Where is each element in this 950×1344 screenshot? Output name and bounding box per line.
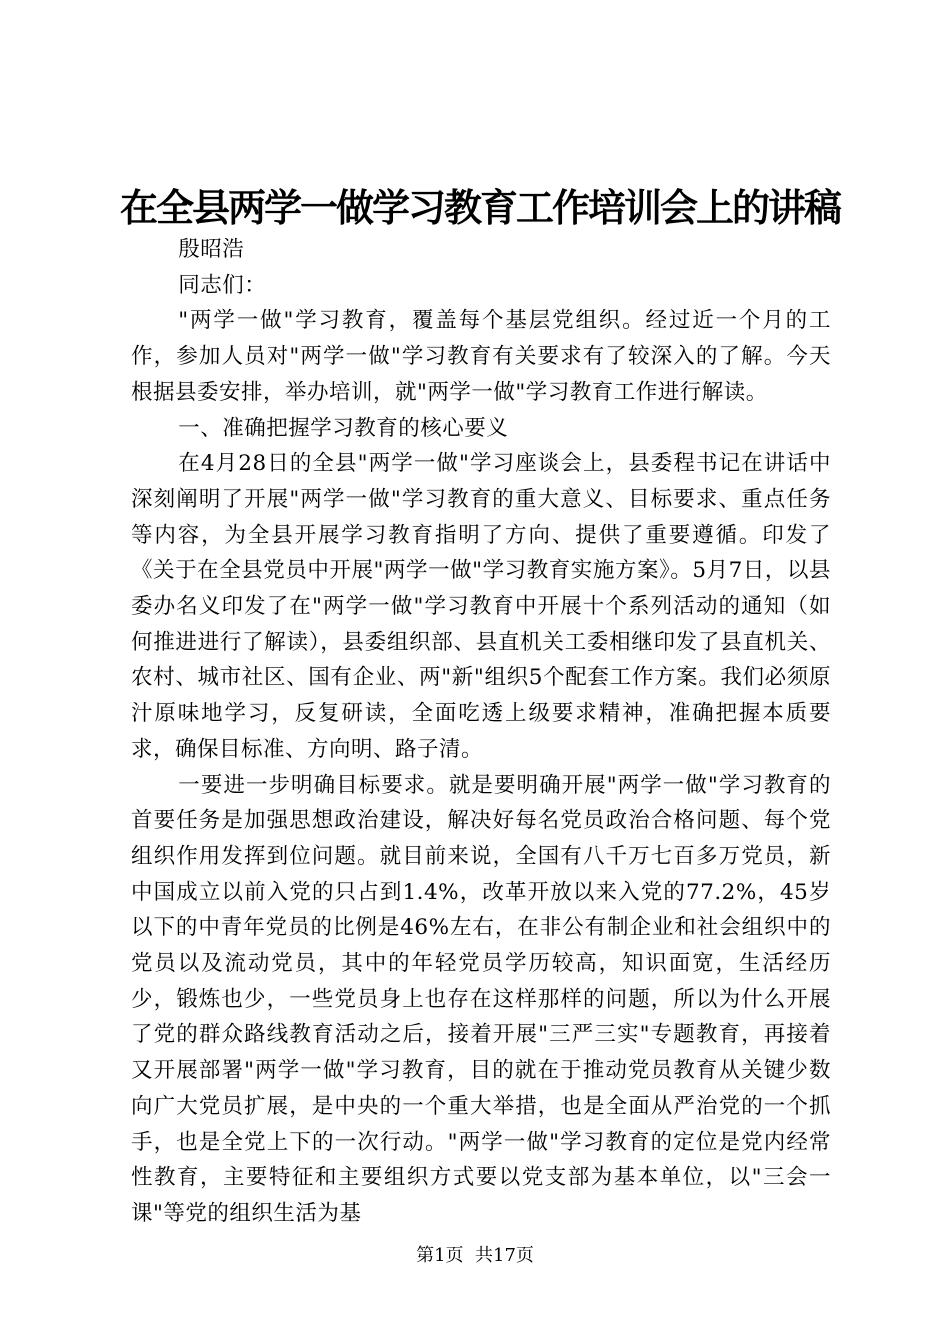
paragraph-section-one: 在4月28日的全县"两学一做"学习座谈会上，县委程书记在讲话中深刻阐明了开展"两学一做"学习教育的重大意义、目标要求、重点任务等内容，为全县开展学习教育指明了方向、提供了重要遵循。印发了《关于在全县党员中开展"两学一做"学习教育实施方案》。5月7日，以县委办名义印发了在"两学一做"学习教育中开展十个系列活动的通知（如何推进进行了解读），县委组织部、县直机关工委相继印发了县直机关、农村、城市社区、国有企业、两"新"组织5个配套工作方案。我们必须原汁原味地学习，反复研读，全面吃透上级要求精神，准确把握本质要求，确保目标准、方向明、路子清。 [131,451,831,762]
page-footer [0,1244,950,1268]
author-line: 殷昭浩 [178,237,245,262]
page-total: 共17页 [475,1245,534,1266]
paragraph-intro: "两学一做"学习教育，覆盖每个基层党组织。经过近一个月的工作，参加人员对"两学一做"学习教育有关要求有了较深入的了解。今天根据县委安排，举办培训，就"两学一做"学习教育工作进行解读。 [131,308,831,405]
paragraph-goal-requirements: 一要进一步明确目标要求。就是要明确开展"两学一做"学习教育的首要任务是加强思想政治建设，解决好每名党员政治合格问题、每个党组织作用发挥到位问题。就目前来说，全国有八千万七百多万党员，新中国成立以前入党的只占到1.4%，改革开放以来入党的77.2%，45岁以下的中青年党员的比例是46%左右，在非公有制企业和社会组织中的党员以及流动党员，其中的年轻党员学历较高，知识面宽，生活经历少，锻炼也少，一些党员身上也存在这样那样的问题，所以为什么开展了党的群众路线教育活动之后，接着开展"三严三实"专题教育，再接着又开展部署"两学一做"学习教育，目的就在于推动党员教育从关键少数向广大党员扩展，是中央的一个重大举措，也是全面从严治党的一个抓手，也是全党上下的一次行动。"两学一做"学习教育的定位是党内经常性教育，主要特征和主要组织方式要以党支部为基本单位，以"三会一课"等党的组织生活为基 [131,772,831,1226]
document-title: 在全县两学一做学习教育工作培训会上的讲稿 [119,185,840,230]
salutation-line: 同志们： [178,272,267,298]
section-heading: 一、准确把握学习教育的核心要义 [178,415,509,441]
document-body [131,232,831,1232]
page-number: 第1页 [416,1245,464,1266]
